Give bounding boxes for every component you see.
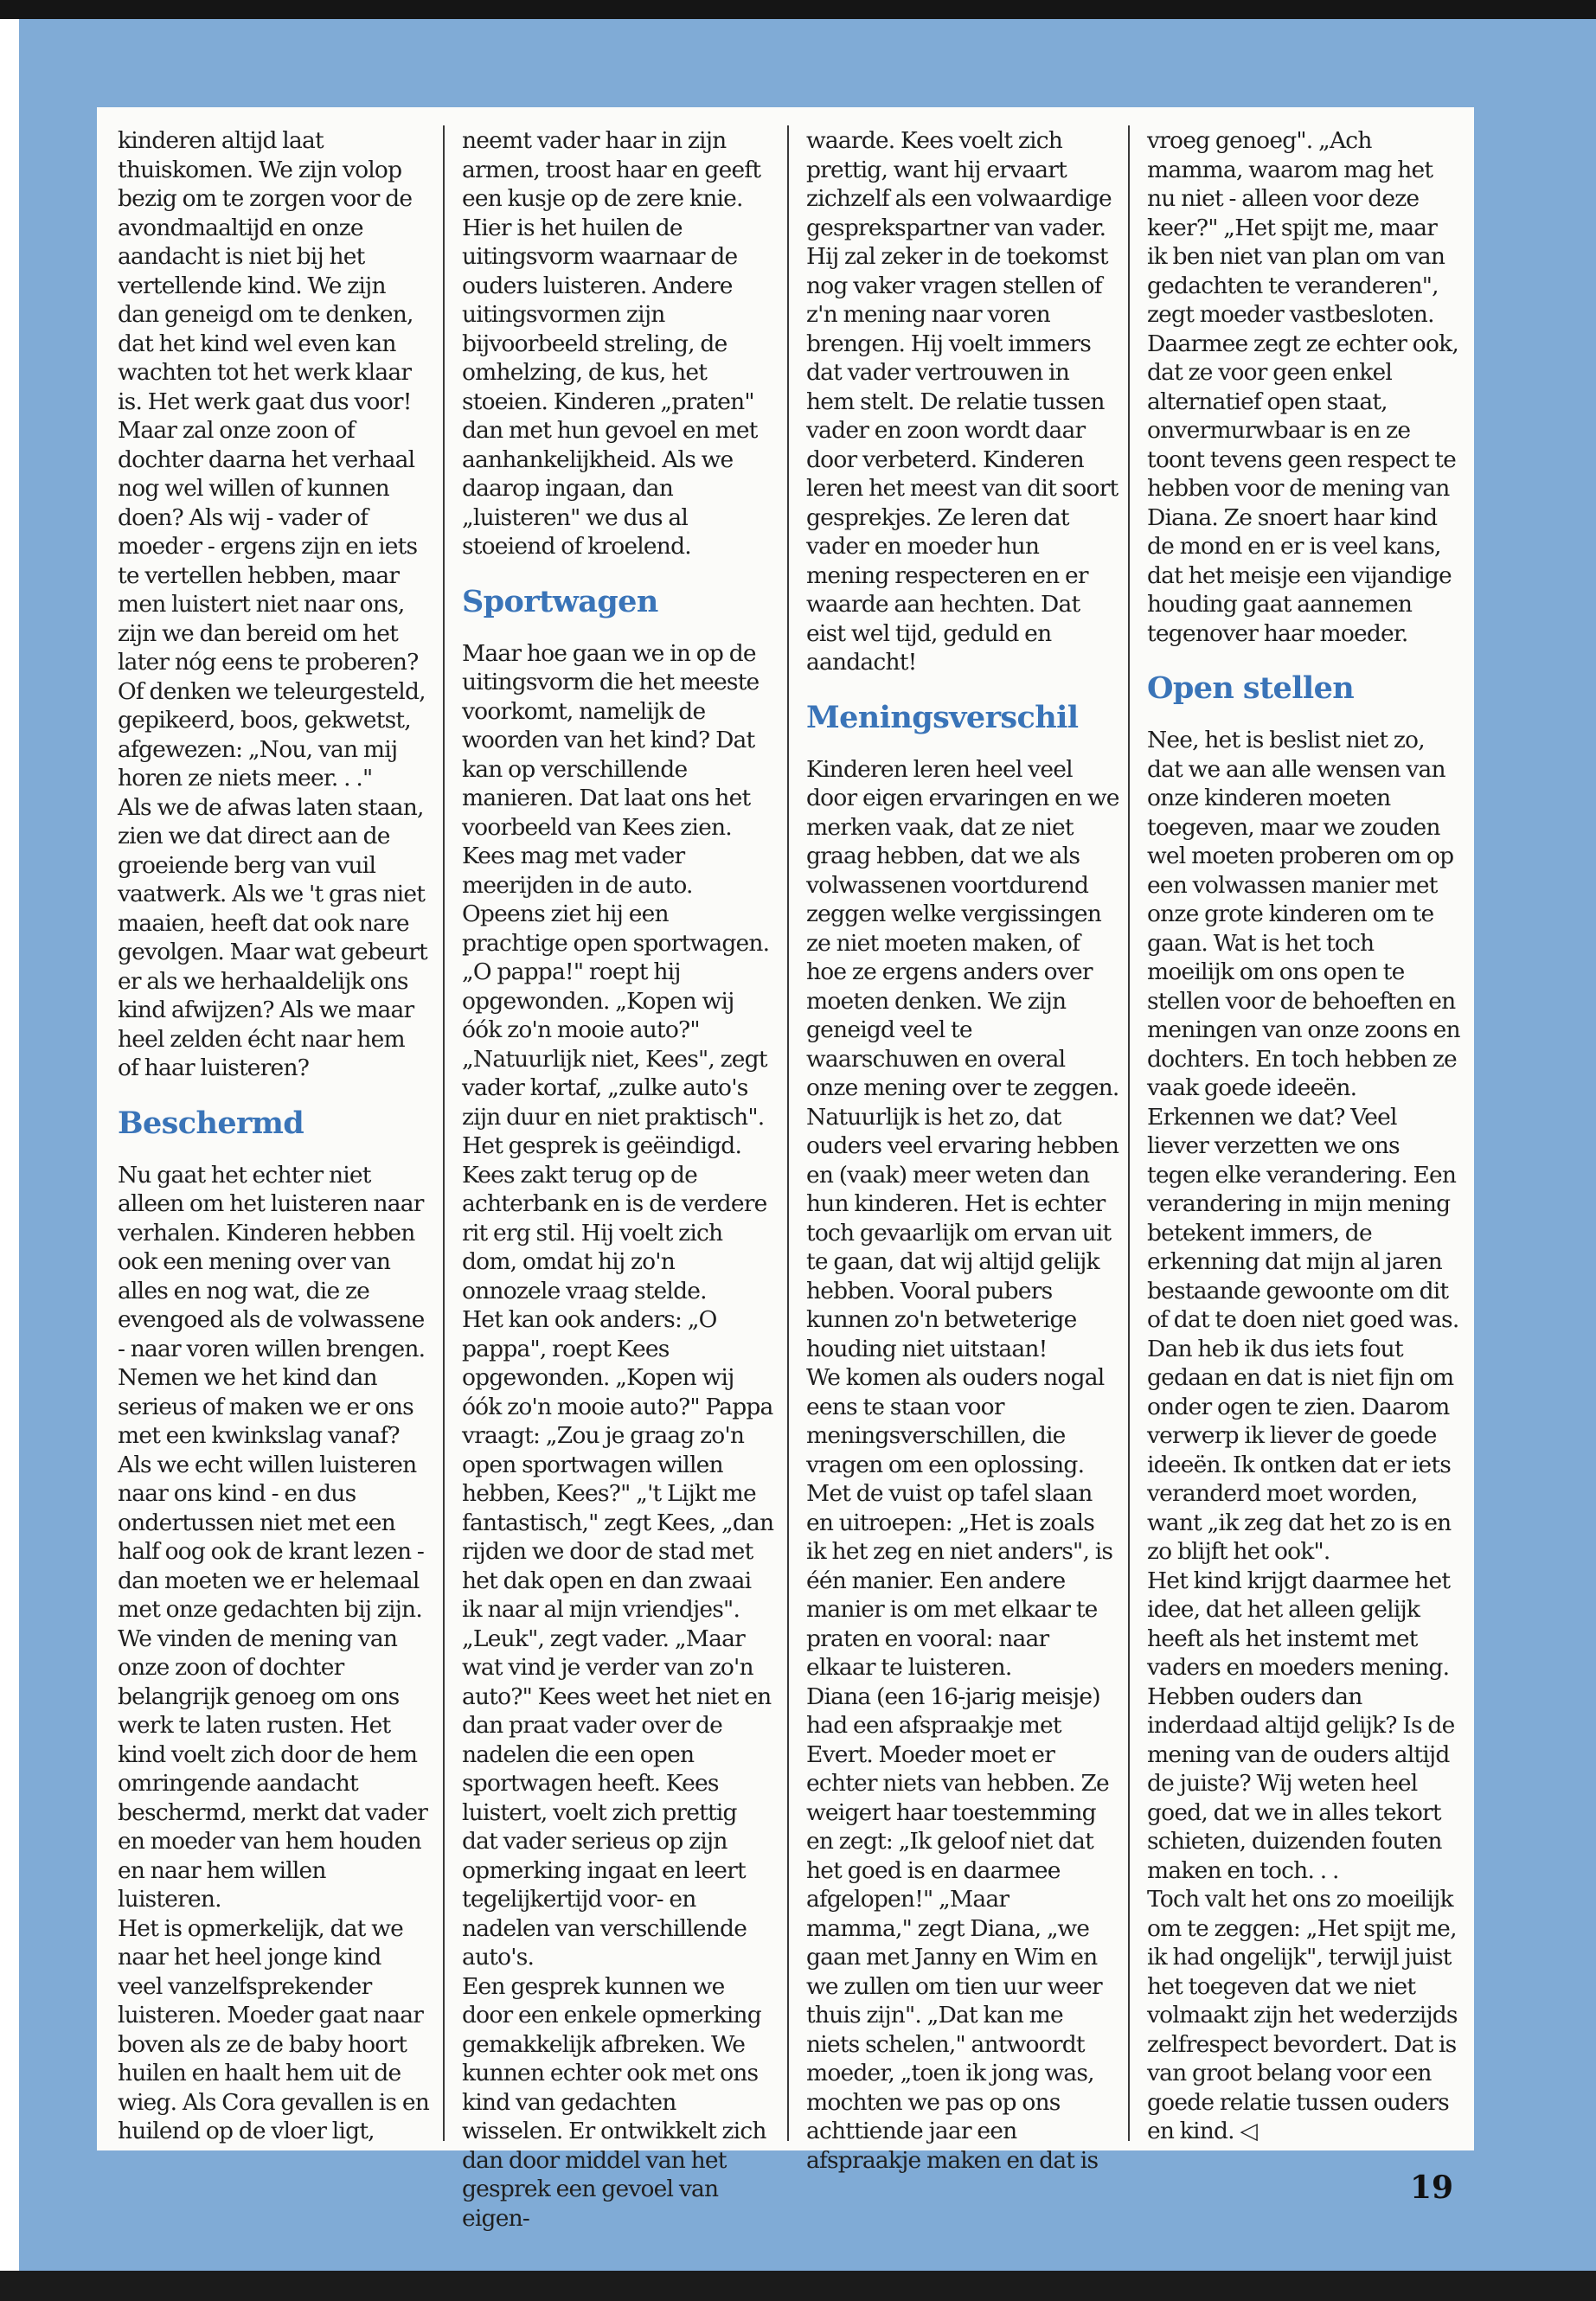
scan-bottom-border — [0, 2271, 1596, 2301]
paragraph: Als we de afwas laten staan, zien we dat direct aan de groeiende berg van vuil vaatwerk. Als we 't gras niet maaien, heeft dat ook nare gevolgen. Maar wat gebeurt er als we herhaaldelijk ons kind afwijzen? Als we maar heel zelden écht naar hem of haar luisteren? — [118, 793, 427, 1081]
article-column-1 — [118, 126, 431, 2146]
paragraph: Het kan ook anders: „O pappa", roept Kees opgewonden. „Kopen wij óók zo'n mooie auto?" Pappa vraagt: „Zou je graag zo'n open sportwagen willen hebben, Kees?" „'t Lijkt me fantastisch," zegt Kees, „dan rijden we door de stad met het dak open en dan zwaai ik naar al mijn vriendjes". „Leuk", zegt vader. „Maar wat vind je verder van zo'n auto?" Kees weet het niet en dan praat vader over de nadelen die een open sportwagen heeft. Kees luistert, voelt zich prettig dat vader serieus op zijn opmerking ingaat en leert tegelijkertijd voor- en nadelen van verschillende auto's. — [462, 1306, 774, 1971]
section-heading-meningsverschil: Meningsverschil — [806, 699, 1079, 735]
paragraph: waarde. Kees voelt zich prettig, want hij ervaart zichzelf als een volwaardige gesprekspartner van vader. Hij zal zeker in de toekomst nog vaker vragen stellen of z'n mening naar voren brengen. Hij voelt immers dat vader vertrouwen in hem stelt. De relatie tussen vader en zoon wordt daar door verbeterd. Kinderen leren het meest van dit soort gesprekjes. Ze leren dat vader en moeder hun mening respecteren en er waarde aan hechten. Dat eist wel tijd, geduld en aandacht! — [806, 127, 1118, 676]
section-heading-sportwagen: Sportwagen — [462, 583, 658, 619]
paragraph: Een gesprek kunnen we door een enkele opmerking gemakkelijk afbreken. We kunnen echter ook met ons kind van gedachten wisselen. Er ontwikkelt zich dan door middel van het gesprek een gevoel van eigen- — [462, 1972, 766, 2232]
column-rule — [443, 125, 445, 2141]
paragraph: Diana (een 16-jarig meisje) had een afspraakje met Evert. Moeder moet er echter niets van hebben. Ze weigert haar toestemming en zegt: „Ik geloof niet dat het goed is en daarmee afgelopen!" „Maar mamma," zegt Diana, „we gaan met Janny en Wim en we zullen om tien uur weer thuis zijn". „Dat kan me niets schelen," antwoordt moeder, „toen ik jong was, mochten we pas op ons achttiende jaar een afspraakje maken en dat is — [806, 1682, 1109, 2174]
scan-top-border — [0, 0, 1596, 19]
column-rule — [1128, 125, 1130, 2141]
paragraph: Toch valt het ons zo moeilijk om te zeggen: „Het spijt me, ik had ongelijk", terwijl juist het toegeven dat we niet volmaakt zijn het wederzijds zelfrespect bevordert. Dat is van groot belang voor een goede relatie tussen ouders en kind. ◁ — [1147, 1886, 1458, 2144]
page-number: 19 — [1410, 2170, 1454, 2206]
paragraph: Kinderen leren heel veel door eigen ervaringen en we merken vaak, dat ze niet graag hebben, dat we als volwassenen voortdurend zeggen welke vergissingen ze niet moeten maken, of hoe ze ergens anders over moeten denken. We zijn geneigd veel te waarschuwen en overal onze mening over te zeggen. Natuurlijk is het zo, dat ouders veel ervaring hebben en (vaak) meer weten dan hun kinderen. Het is echter toch gevaarlijk om ervan uit te gaan, dat wij altijd gelijk hebben. Vooral pubers kunnen zo'n betweterige houding niet uitstaan! — [806, 755, 1119, 1362]
article-column-4 — [1147, 126, 1460, 2146]
section-heading-open-stellen: Open stellen — [1147, 670, 1355, 706]
paragraph: Maar hoe gaan we in op de uitingsvorm die het meeste voorkomt, namelijk de woorden van het kind? Dat kan op verschillende manieren. Dat laat ons het voorbeeld van Kees zien. Kees mag met vader meerijden in de auto. Opeens ziet hij een prachtige open sportwagen. „O pappa!" roept hij opgewonden. „Kopen wij óók zo'n mooie auto?" „Natuurlijk niet, Kees", zegt vader kortaf, „zulke auto's zijn duur en niet praktisch". Het gesprek is geëindigd. Kees zakt terug op de achterbank en is de verdere rit erg stil. Hij voelt zich dom, omdat hij zo'n onnozele vraag stelde. — [462, 639, 770, 1304]
article-column-3 — [806, 126, 1119, 2175]
paragraph: Nu gaat het echter niet alleen om het luisteren naar verhalen. Kinderen hebben ook een mening over van alles en nog wat, die ze evengoed als de volwassene - naar voren willen brengen. Nemen we het kind dan serieus of maken we er ons met een kwinkslag vanaf? Als we echt willen luisteren naar ons kind - en dus ondertussen niet met een half oog ook de krant lezen - dan moeten we er helemaal met onze gedachten bij zijn. We vinden de mening van onze zoon of dochter belangrijk genoeg om ons werk te laten rusten. Het kind voelt zich door de hem omringende aandacht beschermd, merkt dat vader en moeder van hem houden en naar hem willen luisteren. — [118, 1161, 428, 1913]
paragraph: We komen als ouders nogal eens te staan voor meningsverschillen, die vragen om een oplossing. Met de vuist op tafel slaan en uitroepen: „Het is zoals ik het zeg en niet anders", is één manier. Een andere manier is om met elkaar te praten en vooral: naar elkaar te luisteren. — [806, 1364, 1113, 1681]
paragraph: Het kind krijgt daarmee het idee, dat het alleen gelijk heeft als het instemt met vaders en moeders mening. Hebben ouders dan inderdaad altijd gelijk? Is de mening van de ouders altijd de juiste? Wij weten heel goed, dat we in alles tekort schieten, duizenden fouten maken en toch. . . — [1147, 1567, 1455, 1884]
section-heading-beschermd: Beschermd — [118, 1105, 304, 1141]
paragraph: kinderen altijd laat thuiskomen. We zijn volop bezig om te zorgen voor de avondmaaltijd en onze aandacht is niet bij het vertellende kind. We zijn dan geneigd om te denken, dat het kind wel even kan wachten tot het werk klaar is. Het werk gaat dus voor! Maar zal onze zoon of dochter daarna het verhaal nog wel willen of kunnen doen? Als wij - vader of moeder - ergens zijn en iets te vertellen hebben, maar men luistert niet naar ons, zijn we dan bereid om het later nóg eens te proberen? Of denken we teleurgesteld, gepikeerd, boos, gekwetst, afgewezen: „Nou, van mij horen ze niets meer. . ." — [118, 127, 426, 792]
column-rule — [787, 125, 789, 2141]
paragraph: neemt vader haar in zijn armen, troost haar en geeft een kusje op de zere knie. Hier is het huilen de uitingsvorm waarnaar de ouders luisteren. Andere uitingsvormen zijn bijvoorbeeld streling, de omhelzing, de kus, het stoeien. Kinderen „praten" dan met hun gevoel en met aanhankelijkheid. Als we daarop ingaan, dan „luisteren" we dus al stoeiend of kroelend. — [462, 127, 761, 560]
paragraph: Nee, het is beslist niet zo, dat we aan alle wensen van onze kinderen moeten toegeven, maar we zouden wel moeten proberen om op een volwassen manier met onze grote kinderen om te gaan. Wat is het toch moeilijk om ons open te stellen voor de behoeften en meningen van onze zoons en dochters. En toch hebben ze vaak goede ideeën. Erkennen we dat? Veel liever verzetten we ons tegen elke verandering. Een verandering in mijn mening betekent immers, de erkenning dat mijn al jaren bestaande gewoonte om dit of dat te doen niet goed was. Dan heb ik dus iets fout gedaan en dat is niet fijn om onder ogen te zien. Daarom verwerp ik liever de goede ideeën. Ik ontken dat er iets veranderd moet worden, want „ik zeg dat het zo is en zo blijft het ook". — [1147, 727, 1460, 1565]
paragraph: vroeg genoeg". „Ach mamma, waarom mag het nu niet - alleen voor deze keer?" „Het spijt me, maar ik ben niet van plan om van gedachten te veranderen", zegt moeder vastbesloten. Daarmee zegt ze echter ook, dat ze voor geen enkel alternatief open staat, onvermurwbaar is en ze toont tevens geen respect te hebben voor de mening van Diana. Ze snoert haar kind de mond en er is veel kans, dat het meisje een vijandige houding gaat aannemen tegenover haar moeder. — [1147, 127, 1458, 647]
paragraph: Het is opmerkelijk, dat we naar het heel jonge kind veel vanzelfsprekender luisteren. Moeder gaat naar boven als ze de baby hoort huilen en haalt hem uit de wieg. Als Cora gevallen is en huilend op de vloer ligt, — [118, 1914, 429, 2144]
article-column-2 — [462, 126, 775, 2233]
